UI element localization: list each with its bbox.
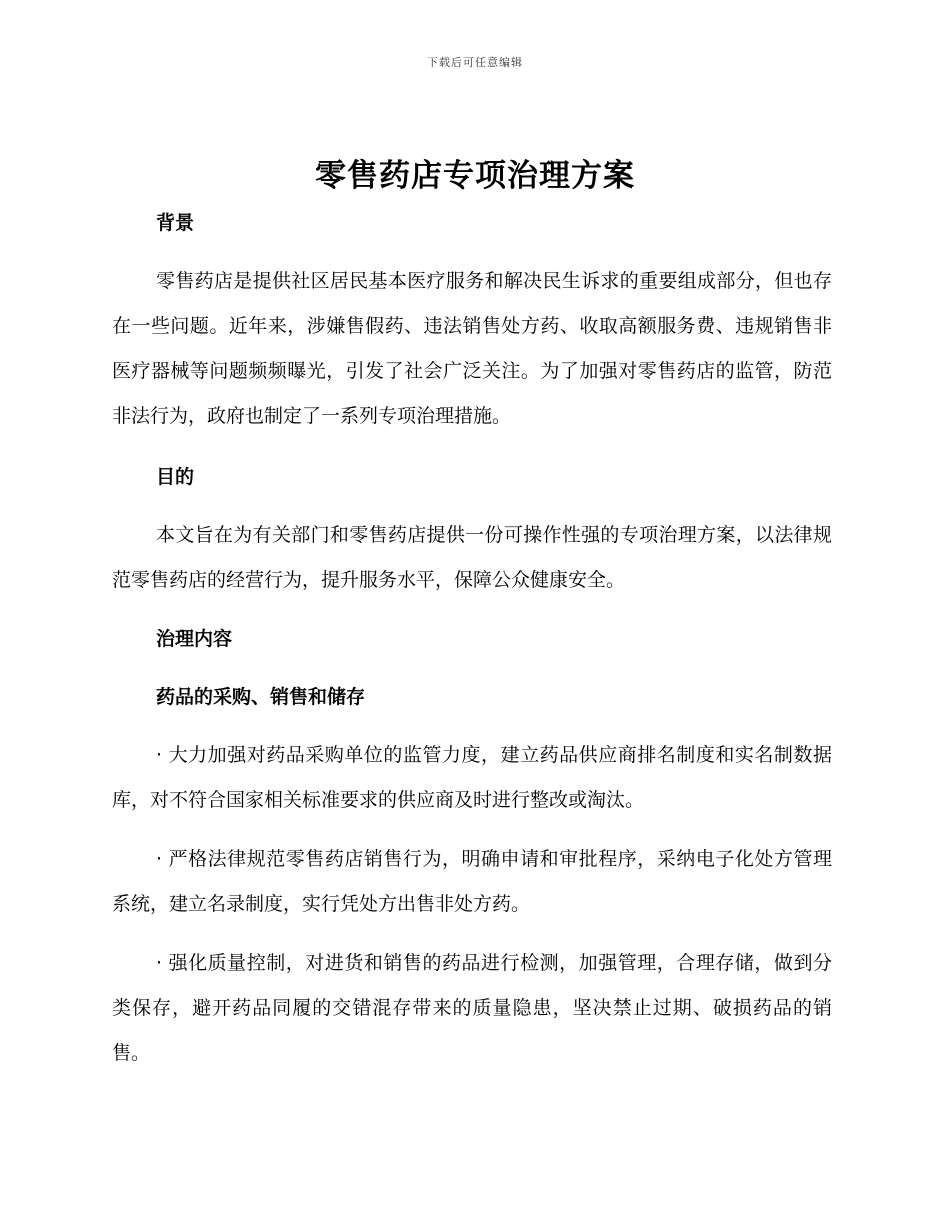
paragraph-background: 零售药店是提供社区居民基本医疗服务和解决民生诉求的重要组成部分，但也存在一些问题。近年来，涉嫌售假药、违法销售处方药、收取高额服务费、违规销售非医疗器械等问题频频曝光，引发了社会广泛关注。为了加强对零售药店的监管，防范非法行为，政府也制定了一系列专项治理措施。 [112, 270, 832, 427]
section-heading-background: 背景 [156, 212, 195, 234]
list-item-procurement: · 大力加强对药品采购单位的监管力度，建立药品供应商排名制度和实名制数据库，对不符合国家相关标准要求的供应商及时进行整改或淘汰。 [112, 744, 832, 811]
document-body [112, 201, 832, 1076]
header-note: 下载后可任意编辑 [427, 56, 523, 69]
list-item-storage: · 强化质量控制，对进货和销售的药品进行检测，加强管理，合理存储，做到分类保存，避开药品同履的交错混存带来的质量隐患，坚决禁止过期、破损药品的销售。 [112, 952, 832, 1064]
paragraph-purpose: 本文旨在为有关部门和零售药店提供一份可操作性强的专项治理方案，以法律规范零售药店的经营行为，提升服务水平，保障公众健康安全。 [112, 524, 832, 591]
list-item-sales: · 严格法律规范零售药店销售行为，明确申请和审批程序，采纳电子化处方管理系统，建立名录制度，实行凭处方出售非处方药。 [112, 848, 832, 915]
section-heading-purpose: 目的 [156, 466, 195, 488]
subsection-heading-procurement: 药品的采购、销售和储存 [156, 686, 366, 708]
section-heading-governance: 治理内容 [156, 628, 233, 650]
document-title: 零售药店专项治理方案 [315, 158, 635, 194]
